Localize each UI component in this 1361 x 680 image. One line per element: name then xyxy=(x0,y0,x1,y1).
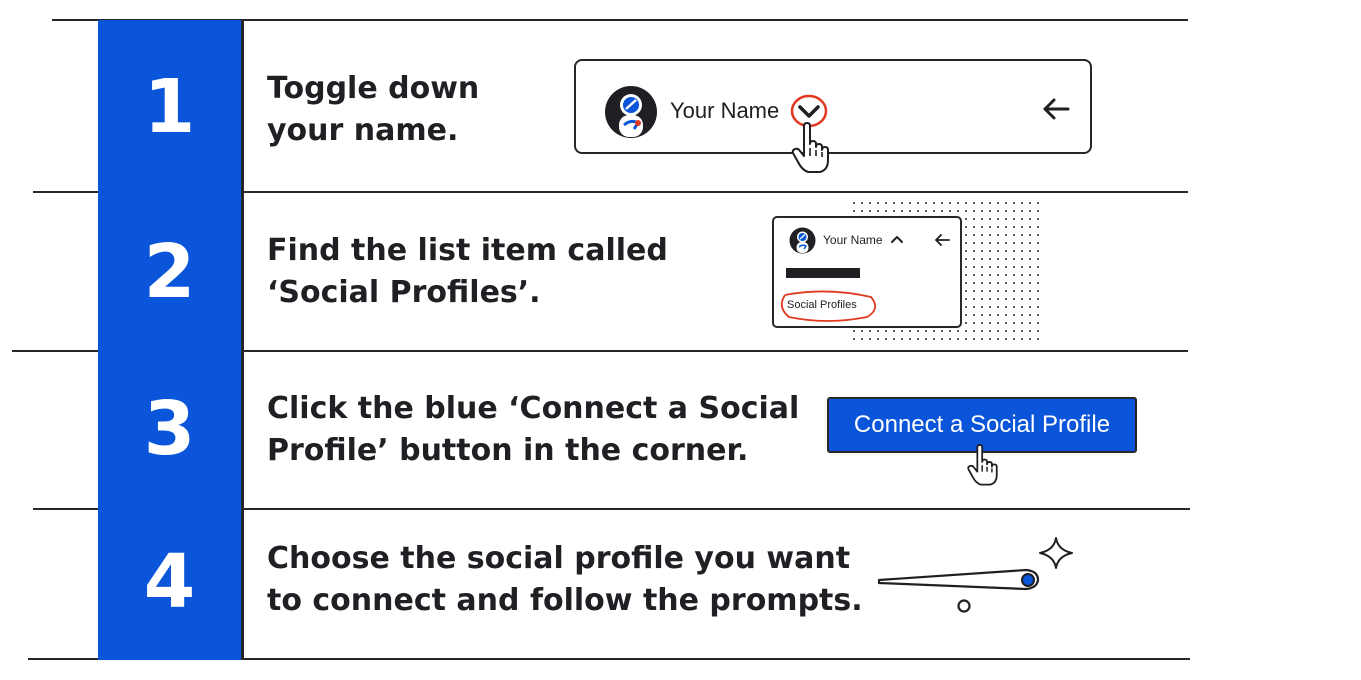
step-text-3 xyxy=(267,388,799,472)
shooting-star-icon xyxy=(874,534,1080,618)
step-4-line-1: Choose the social profile you want xyxy=(267,541,851,576)
back-arrow-icon[interactable] xyxy=(1042,97,1070,121)
profile-name-label: Your Name xyxy=(670,98,780,123)
step-2-line-2: ‘Social Profiles’. xyxy=(267,275,541,310)
redacted-list-item xyxy=(786,268,860,278)
chevron-up-icon[interactable] xyxy=(890,234,904,244)
step-1-line-1: Toggle down xyxy=(267,71,480,106)
pointer-hand-icon-2 xyxy=(966,444,1000,488)
dropdown-name-label: Your Name xyxy=(823,233,883,247)
back-arrow-icon-small[interactable] xyxy=(934,234,950,246)
avatar-icon xyxy=(604,85,658,139)
highlight-circle xyxy=(777,289,879,323)
step-1-line-2: your name. xyxy=(267,113,459,148)
step-3-line-2: Profile’ button in the corner. xyxy=(267,433,749,468)
step-number-2: 2 xyxy=(143,229,196,315)
step-text-2 xyxy=(267,230,668,314)
step-number-3: 3 xyxy=(143,386,196,472)
step-text-4 xyxy=(267,538,863,622)
step-2-line-1: Find the list item called xyxy=(267,233,668,268)
pointer-hand-icon xyxy=(790,122,832,176)
step-4-line-2: to connect and follow the prompts. xyxy=(267,583,863,618)
step-3-line-1: Click the blue ‘Connect a Social xyxy=(267,391,800,426)
step-number-1: 1 xyxy=(143,64,196,150)
connect-social-profile-button[interactable]: Connect a Social Profile xyxy=(827,397,1137,453)
list-item-social-profiles[interactable]: Social Profiles xyxy=(787,299,857,311)
avatar-icon-small xyxy=(789,227,816,254)
sparkle-icon xyxy=(1040,538,1072,568)
step-number-4: 4 xyxy=(143,539,196,625)
step-text-1 xyxy=(267,68,479,152)
